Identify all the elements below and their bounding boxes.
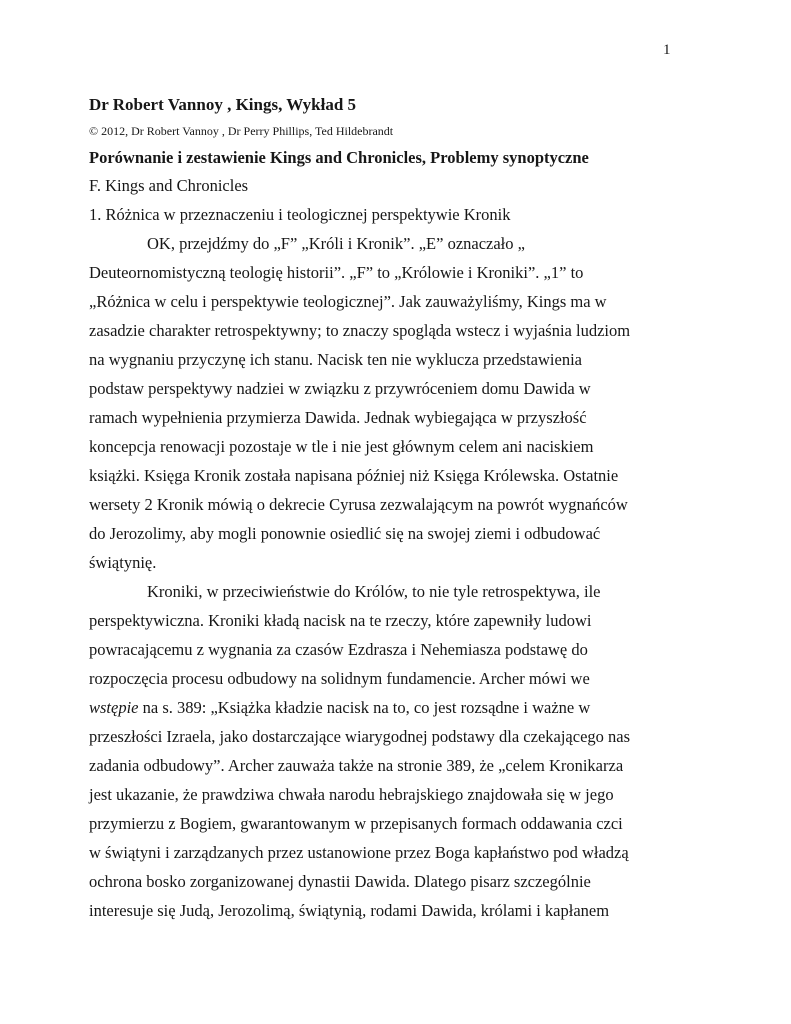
- text-line: [89, 519, 729, 548]
- text-segment: ochrona bosko zorganizowanej dynastii Dawida. Dlatego pisarz szczególnie: [89, 872, 591, 891]
- text-segment: do Jerozolimy, aby mogli ponownie osiedlić się na swojej ziemi i odbudować: [89, 524, 601, 543]
- text-line: [89, 896, 729, 925]
- text-segment: OK, przejdźmy do „F” „Króli i Kronik”. „E” oznaczało „: [147, 234, 525, 253]
- text-segment: „Różnica w celu i perspektywie teologicznej”. Jak zauważyliśmy, Kings ma w: [89, 292, 607, 311]
- text-segment: podstaw perspektywy nadziei w związku z przywróceniem domu Dawida w: [89, 379, 591, 398]
- text-line: [89, 693, 729, 722]
- text-segment: rozpoczęcia procesu odbudowy na solidnym fundamencie. Archer mówi we: [89, 669, 590, 688]
- text-line: [89, 548, 729, 577]
- text-segment: perspektywiczna. Kroniki kładą nacisk na te rzeczy, które zapewniły ludowi: [89, 611, 592, 630]
- text-segment: koncepcja renowacji pozostaje w tle i nie jest głównym celem ani naciskiem: [89, 437, 594, 456]
- text-segment: jest ukazanie, że prawdziwa chwała narodu hebrajskiego znajdowała się w jego: [89, 785, 614, 804]
- text-line: [89, 635, 729, 664]
- text-line: [89, 722, 729, 751]
- text-segment: interesuje się Judą, Jerozolimą, świątynią, rodami Dawida, królami i kapłanem: [89, 901, 610, 920]
- text-line: [89, 461, 729, 490]
- text-segment: Kroniki, w przeciwieństwie do Królów, to nie tyle retrospektywa, ile: [147, 582, 601, 601]
- text-segment: przymierzu z Bogiem, gwarantowanym w przepisanych formach oddawania czci: [89, 814, 623, 833]
- text-segment: © 2012, Dr Robert Vannoy , Dr Perry Phillips, Ted Hildebrandt: [89, 124, 394, 138]
- text-line: [89, 838, 729, 867]
- text-segment: Deuteornomistyczną teologię historii”. „F” to „Królowie i Kroniki”. „1” to: [89, 263, 584, 282]
- text-line: [89, 118, 729, 144]
- text-line: [89, 780, 729, 809]
- text-line: [89, 606, 729, 635]
- text-line: [89, 229, 729, 258]
- text-line: [89, 577, 729, 606]
- text-line: [89, 316, 729, 345]
- text-line: [89, 809, 729, 838]
- text-segment: na s. 389: „Książka kładzie nacisk na to, co jest rozsądne i ważne w: [138, 698, 591, 717]
- text-line: [89, 403, 729, 432]
- text-segment: Porównanie i zestawienie Kings and Chronicles, Problemy synoptyczne: [89, 148, 589, 167]
- text-segment: zadania odbudowy”. Archer zauważa także na stronie 389, że „celem Kronikarza: [89, 756, 624, 775]
- page-number: 1: [663, 42, 671, 58]
- text-segment: powracającemu z wygnania za czasów Ezdrasza i Nehemiasza podstawę do: [89, 640, 588, 659]
- text-line: [89, 345, 729, 374]
- text-line: [89, 867, 729, 896]
- text-line: [89, 258, 729, 287]
- text-segment: przeszłości Izraela, jako dostarczające wiarygodnej podstawy dla czekającego nas: [89, 727, 631, 746]
- italic-text-segment: wstępie: [89, 698, 139, 717]
- text-segment: na wygnaniu przyczynę ich stanu. Nacisk ten nie wyklucza przedstawienia: [89, 350, 582, 369]
- text-segment: zasadzie charakter retrospektywny; to znaczy spogląda wstecz i wyjaśnia ludziom: [89, 321, 631, 340]
- text-line: [89, 432, 729, 461]
- text-line: [89, 144, 729, 171]
- text-segment: świątynię.: [89, 553, 157, 572]
- text-line: [89, 374, 729, 403]
- text-line: [89, 200, 729, 229]
- document-content: [89, 91, 729, 925]
- text-segment: ramach wypełnienia przymierza Dawida. Jednak wybiegająca w przyszłość: [89, 408, 587, 427]
- text-segment: F. Kings and Chronicles: [89, 176, 249, 195]
- text-segment: wersety 2 Kronik mówią o dekrecie Cyrusa zezwalającym na powrót wygnańców: [89, 495, 628, 514]
- text-segment: Dr Robert Vannoy , Kings, Wykład 5: [89, 95, 357, 114]
- text-line: [89, 490, 729, 519]
- text-segment: w świątyni i zarządzanych przez ustanowione przez Boga kapłaństwo pod władzą: [89, 843, 629, 862]
- text-line: [89, 664, 729, 693]
- text-segment: książki. Księga Kronik została napisana później niż Księga Królewska. Ostatnie: [89, 466, 619, 485]
- text-line: [89, 91, 729, 118]
- text-line: [89, 171, 729, 200]
- text-segment: 1. Różnica w przeznaczeniu i teologicznej perspektywie Kronik: [89, 205, 511, 224]
- text-line: [89, 287, 729, 316]
- text-line: [89, 751, 729, 780]
